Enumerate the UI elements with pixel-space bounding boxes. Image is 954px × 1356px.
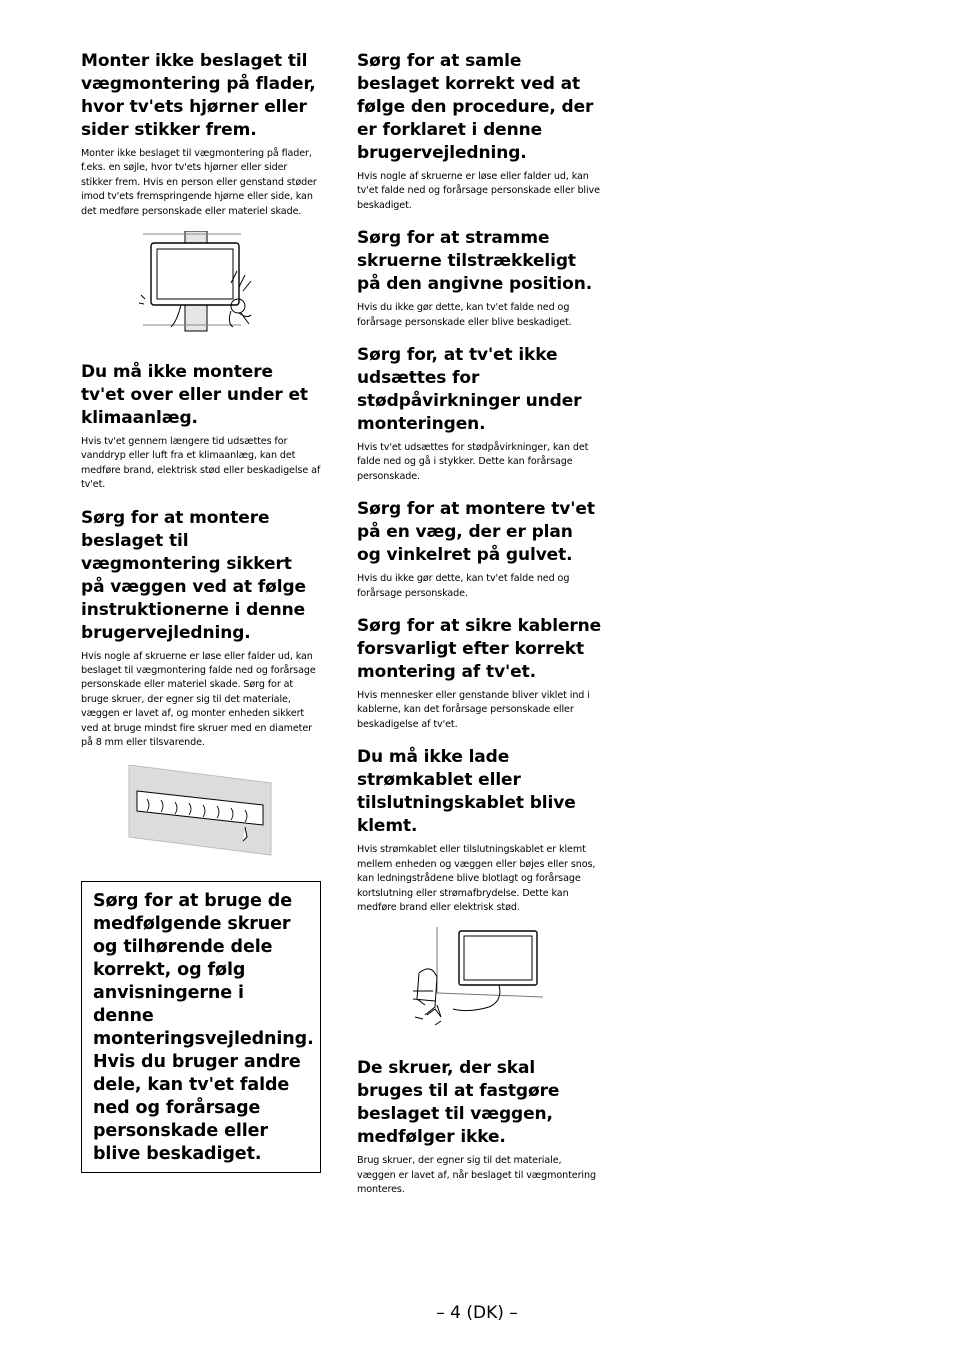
section-body: Hvis du ikke gør dette, kan tv'et falde ned og forårsage personskade eller blive beskadiget.: [357, 302, 572, 328]
section-body: Brug skruer, der egner sig til det materiale, væggen er lavet af, når beslaget til vægmontering monteres.: [357, 1155, 596, 1196]
section-heading: Du må ikke montere tv'et over eller under et klimaanlæg.: [81, 362, 308, 429]
left-column: [81, 50, 321, 1173]
section-heading: Monter ikke beslaget til vægmontering på flader, hvor tv'ets hjørner eller sider stikker frem.: [81, 51, 316, 140]
section-body: Hvis du ikke gør dette, kan tv'et falde ned og forårsage personskade.: [357, 573, 570, 599]
section-body: Hvis nogle af skruerne er løse eller falder ud, kan beslaget til vægmontering falde ned og forårsage personskade eller materiel skade. Sørg for at bruge skruer, der egner sig til det materiale, væggen er lavet af, og monter enheden sikkert ved at bruge mindst fire skruer med en diameter på 8 mm eller tilsvarende.: [81, 650, 316, 749]
pinched-cable-illustration: [357, 927, 602, 1035]
page-number: – 4 (DK) –: [436, 1303, 518, 1323]
section-heading: De skruer, der skal bruges til at fastgøre beslaget til væggen, medfølger ikke.: [357, 1058, 560, 1148]
section-body: Hvis tv'et gennem længere tid udsættes for vanddryp eller luft fra et klimaanlæg, kan det medføre brand, elektrisk stød eller beskadigelse af tv'et.: [81, 436, 321, 491]
right-column: [357, 50, 602, 1212]
warning-text: Sørg for at bruge de medfølgende skruer og tilhørende dele korrekt, og følg anvisningerne i denne monteringsvejledning. Hvis du bruger andre dele, kan tv'et falde ned og forårsage personskade eller blive beskadiget.: [93, 890, 314, 1164]
section-body: Hvis nogle af skruerne er løse eller falder ud, kan tv'et falde ned og forårsage personskade eller blive beskadiget.: [357, 171, 600, 211]
section-heading: Sørg for at samle beslaget korrekt ved at følge den procedure, der er forklaret i denne brugervejledning.: [357, 51, 594, 163]
section-body: Hvis mennesker eller genstande bliver viklet ind i kablerne, kan det forårsage personskade eller beskadigelse af tv'et.: [357, 690, 590, 730]
section-heading: Sørg for, at tv'et ikke udsættes for stødpåvirkninger under monteringen.: [357, 345, 582, 435]
section-heading: Du må ikke lade strømkablet eller tilslutningskablet blive klemt.: [357, 747, 576, 837]
section-heading: Sørg for at sikre kablerne forsvarligt efter korrekt montering af tv'et.: [357, 616, 602, 683]
section-body: Hvis strømkablet eller tilslutningskablet er klemt mellem enheden og væggen eller bøjes eller snos, kan ledningstrådene blive blotlagt og forårsage kortslutning eller strømafbrydelse. Dette kan medføre brand eller elektrisk stød.: [357, 844, 596, 913]
section-heading: Sørg for at montere beslaget til vægmontering sikkert på væggen ved at følge instruktionerne i denne brugervejledning.: [81, 507, 306, 643]
section-heading: Sørg for at montere tv'et på en væg, der er plan og vinkelret på gulvet.: [357, 499, 595, 566]
section-heading: Sørg for at stramme skruerne tilstrækkeligt på den angivne position.: [357, 228, 593, 295]
tv-on-pillar-illustration: [81, 231, 321, 335]
wall-bracket-illustration: [81, 765, 321, 857]
section-body: Monter ikke beslaget til vægmontering på flader, f.eks. en søjle, hvor tv'ets hjørner eller sider stikker frem. Hvis en person eller genstand støder imod tv'ets fremspringende hjørne eller side, kan det medføre personskade eller materiel skade.: [81, 148, 317, 217]
warning-box: [81, 881, 321, 1173]
section-body: Hvis tv'et udsættes for stødpåvirkninger, kan det falde ned og gå i stykker. Dette kan forårsage personskade.: [357, 442, 589, 482]
